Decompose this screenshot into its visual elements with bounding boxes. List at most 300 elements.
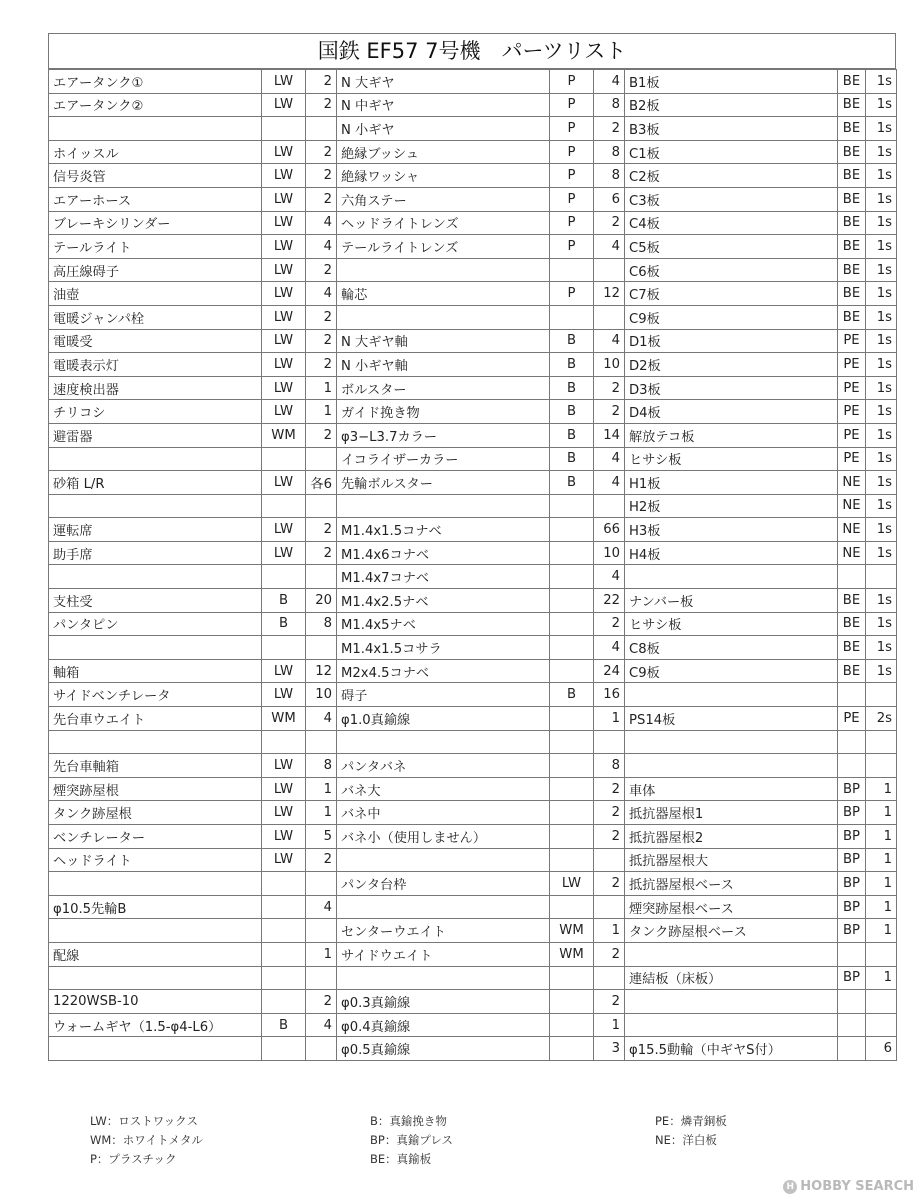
- table-row: [49, 93, 897, 117]
- table-row: [49, 895, 897, 919]
- part-name: タンク跡屋根ベース: [625, 919, 838, 943]
- part-material: [838, 730, 866, 754]
- part-material: [550, 659, 594, 683]
- part-material: BP: [838, 825, 866, 849]
- part-qty: 2: [594, 400, 625, 424]
- part-material: LW: [262, 659, 306, 683]
- part-qty: 1s: [866, 589, 897, 613]
- part-qty: [866, 565, 897, 589]
- part-qty: 1s: [866, 518, 897, 542]
- part-material: B: [550, 447, 594, 471]
- part-qty: 2: [594, 376, 625, 400]
- part-material: [550, 612, 594, 636]
- part-name: 1220WSB-10: [49, 990, 262, 1014]
- part-name: [49, 919, 262, 943]
- part-name: バネ小（使用しません）: [337, 825, 550, 849]
- part-qty: 1: [866, 801, 897, 825]
- part-qty: 1s: [866, 423, 897, 447]
- table-row: [49, 282, 897, 306]
- part-name: C4板: [625, 211, 838, 235]
- part-qty: 1s: [866, 400, 897, 424]
- part-qty: 66: [594, 518, 625, 542]
- part-qty: [594, 730, 625, 754]
- part-qty: [866, 942, 897, 966]
- table-row: [49, 140, 897, 164]
- part-name: バネ大: [337, 777, 550, 801]
- part-qty: [306, 636, 337, 660]
- part-name: チリコシ: [49, 400, 262, 424]
- part-name: ホイッスル: [49, 140, 262, 164]
- part-name: [625, 730, 838, 754]
- table-row: [49, 659, 897, 683]
- part-name: C1板: [625, 140, 838, 164]
- part-qty: [306, 117, 337, 141]
- part-name: ボルスター: [337, 376, 550, 400]
- part-material: P: [550, 211, 594, 235]
- part-qty: 22: [594, 589, 625, 613]
- part-name: サイドウエイト: [337, 942, 550, 966]
- part-material: BE: [838, 589, 866, 613]
- part-qty: 1: [866, 872, 897, 896]
- part-name: 先台車ウエイト: [49, 707, 262, 731]
- part-qty: 2: [594, 801, 625, 825]
- part-material: BE: [838, 636, 866, 660]
- part-qty: 1: [866, 895, 897, 919]
- part-name: M1.4x2.5ナベ: [337, 589, 550, 613]
- part-material: [262, 895, 306, 919]
- table-row: [49, 683, 897, 707]
- part-material: LW: [262, 754, 306, 778]
- part-material: WM: [262, 423, 306, 447]
- part-material: PE: [838, 423, 866, 447]
- part-material: B: [550, 376, 594, 400]
- table-row: [49, 966, 897, 990]
- part-name: N 大ギヤ軸: [337, 329, 550, 353]
- part-qty: 2: [306, 187, 337, 211]
- part-qty: 1: [594, 919, 625, 943]
- table-row: [49, 1013, 897, 1037]
- part-name: C9板: [625, 659, 838, 683]
- hobby-search-logo-icon: H: [783, 1180, 797, 1194]
- part-name: [337, 258, 550, 282]
- part-name: ヘッドライトレンズ: [337, 211, 550, 235]
- part-qty: 4: [594, 70, 625, 94]
- part-name: 車体: [625, 777, 838, 801]
- part-name: ブレーキシリンダー: [49, 211, 262, 235]
- part-qty: 2: [306, 140, 337, 164]
- part-material: PE: [838, 707, 866, 731]
- part-name: [625, 990, 838, 1014]
- part-name: 抵抗器屋根2: [625, 825, 838, 849]
- part-qty: 8: [594, 754, 625, 778]
- table-row: [49, 942, 897, 966]
- part-qty: 2: [306, 305, 337, 329]
- part-qty: 2: [306, 990, 337, 1014]
- part-name: [337, 848, 550, 872]
- part-qty: 2: [594, 825, 625, 849]
- part-name: イコライザーカラー: [337, 447, 550, 471]
- part-qty: 1s: [866, 329, 897, 353]
- part-name: B1板: [625, 70, 838, 94]
- part-material: LW: [262, 187, 306, 211]
- part-name: B2板: [625, 93, 838, 117]
- part-material: P: [550, 93, 594, 117]
- part-material: P: [550, 187, 594, 211]
- part-name: [337, 730, 550, 754]
- part-qty: [866, 754, 897, 778]
- part-material: LW: [262, 801, 306, 825]
- part-qty: 4: [306, 707, 337, 731]
- part-name: 絶縁ワッシャ: [337, 164, 550, 188]
- part-qty: 1s: [866, 70, 897, 94]
- part-material: [262, 872, 306, 896]
- part-name: C8板: [625, 636, 838, 660]
- part-material: LW: [550, 872, 594, 896]
- part-name: M1.4x5ナベ: [337, 612, 550, 636]
- table-row: [49, 211, 897, 235]
- part-material: LW: [262, 683, 306, 707]
- part-material: WM: [550, 919, 594, 943]
- part-qty: 10: [594, 353, 625, 377]
- part-qty: 1s: [866, 164, 897, 188]
- legend-b: B：真鍮挽き物: [370, 1114, 447, 1128]
- part-material: WM: [550, 942, 594, 966]
- part-material: B: [550, 423, 594, 447]
- part-qty: [866, 990, 897, 1014]
- part-qty: 6: [594, 187, 625, 211]
- part-qty: 4: [594, 636, 625, 660]
- part-name: H3板: [625, 518, 838, 542]
- part-material: [262, 636, 306, 660]
- part-qty: 2: [306, 353, 337, 377]
- part-qty: 2: [306, 848, 337, 872]
- table-row: [49, 494, 897, 518]
- part-name: M1.4x6コナベ: [337, 541, 550, 565]
- table-row: [49, 730, 897, 754]
- part-material: PE: [838, 447, 866, 471]
- part-qty: 12: [594, 282, 625, 306]
- part-material: [262, 565, 306, 589]
- part-material: P: [550, 140, 594, 164]
- part-qty: [306, 919, 337, 943]
- part-qty: 各6: [306, 471, 337, 495]
- part-material: BP: [838, 801, 866, 825]
- part-material: B: [262, 612, 306, 636]
- part-qty: 4: [594, 235, 625, 259]
- part-qty: 1: [594, 1013, 625, 1037]
- part-qty: 1s: [866, 447, 897, 471]
- part-qty: 1s: [866, 471, 897, 495]
- part-material: LW: [262, 305, 306, 329]
- part-material: LW: [262, 211, 306, 235]
- part-name: C6板: [625, 258, 838, 282]
- part-name: C7板: [625, 282, 838, 306]
- part-qty: 1: [866, 919, 897, 943]
- part-material: BE: [838, 70, 866, 94]
- part-name: φ1.0真鍮線: [337, 707, 550, 731]
- part-name: D4板: [625, 400, 838, 424]
- parts-table: [48, 69, 897, 1061]
- part-name: パンタ台枠: [337, 872, 550, 896]
- part-qty: 2: [594, 117, 625, 141]
- part-qty: 4: [306, 211, 337, 235]
- part-qty: 4: [306, 895, 337, 919]
- part-name: 電暖ジャンパ栓: [49, 305, 262, 329]
- part-name: 電暖表示灯: [49, 353, 262, 377]
- table-row: [49, 919, 897, 943]
- part-material: BE: [838, 211, 866, 235]
- part-qty: 2: [306, 93, 337, 117]
- part-name: C2板: [625, 164, 838, 188]
- part-name: ベンチレーター: [49, 825, 262, 849]
- part-material: [838, 1037, 866, 1061]
- part-name: φ0.3真鍮線: [337, 990, 550, 1014]
- part-name: 速度検出器: [49, 376, 262, 400]
- hobby-search-watermark: [783, 1179, 914, 1194]
- part-material: [262, 730, 306, 754]
- part-material: [838, 754, 866, 778]
- part-name: ヘッドライト: [49, 848, 262, 872]
- part-name: 避雷器: [49, 423, 262, 447]
- part-name: 配線: [49, 942, 262, 966]
- part-qty: 2: [306, 518, 337, 542]
- part-name: 六角ステー: [337, 187, 550, 211]
- part-material: [262, 942, 306, 966]
- part-material: BP: [838, 872, 866, 896]
- part-qty: 4: [594, 471, 625, 495]
- part-name: 煙突跡屋根ベース: [625, 895, 838, 919]
- table-row: [49, 612, 897, 636]
- part-material: BP: [838, 848, 866, 872]
- table-row: [49, 1037, 897, 1061]
- legend-bp: BP：真鍮プレス: [370, 1133, 454, 1147]
- part-qty: 2: [594, 942, 625, 966]
- part-material: NE: [838, 518, 866, 542]
- part-name: [49, 117, 262, 141]
- part-name: [337, 895, 550, 919]
- part-material: LW: [262, 825, 306, 849]
- page-title: 国鉄 EF57 7号機 パーツリスト: [48, 33, 896, 69]
- part-qty: 20: [306, 589, 337, 613]
- part-qty: [594, 258, 625, 282]
- part-name: [49, 494, 262, 518]
- part-qty: [594, 494, 625, 518]
- part-name: サイドベンチレータ: [49, 683, 262, 707]
- part-name: [49, 872, 262, 896]
- part-qty: 1s: [866, 636, 897, 660]
- part-material: P: [550, 70, 594, 94]
- table-row: [49, 70, 897, 94]
- table-row: [49, 777, 897, 801]
- part-material: [550, 1037, 594, 1061]
- part-material: B: [550, 400, 594, 424]
- table-row: [49, 400, 897, 424]
- part-qty: 1s: [866, 353, 897, 377]
- part-material: BE: [838, 235, 866, 259]
- part-material: [262, 966, 306, 990]
- part-qty: 1s: [866, 376, 897, 400]
- part-qty: 1s: [866, 659, 897, 683]
- table-row: [49, 825, 897, 849]
- table-row: [49, 754, 897, 778]
- part-name: 煙突跡屋根: [49, 777, 262, 801]
- part-material: [838, 683, 866, 707]
- part-name: バネ中: [337, 801, 550, 825]
- part-qty: [594, 895, 625, 919]
- part-qty: [306, 872, 337, 896]
- table-row: [49, 353, 897, 377]
- table-row: [49, 990, 897, 1014]
- part-qty: 1s: [866, 140, 897, 164]
- part-name: D2板: [625, 353, 838, 377]
- part-name: [625, 1013, 838, 1037]
- part-material: [262, 990, 306, 1014]
- part-material: LW: [262, 353, 306, 377]
- part-qty: 10: [594, 541, 625, 565]
- part-material: P: [550, 282, 594, 306]
- part-material: [838, 942, 866, 966]
- part-qty: 1: [594, 707, 625, 731]
- part-name: [49, 447, 262, 471]
- part-name: 先輪ボルスター: [337, 471, 550, 495]
- part-name: [625, 754, 838, 778]
- part-qty: 1s: [866, 305, 897, 329]
- part-name: 運転席: [49, 518, 262, 542]
- part-qty: 2: [306, 423, 337, 447]
- part-qty: 6: [866, 1037, 897, 1061]
- part-name: [49, 636, 262, 660]
- part-name: [49, 966, 262, 990]
- part-qty: 1: [866, 777, 897, 801]
- part-name: タンク跡屋根: [49, 801, 262, 825]
- part-material: BP: [838, 966, 866, 990]
- part-qty: 1: [306, 801, 337, 825]
- part-name: [625, 942, 838, 966]
- part-qty: [866, 730, 897, 754]
- part-name: D1板: [625, 329, 838, 353]
- part-qty: 1s: [866, 211, 897, 235]
- part-name: N 小ギヤ: [337, 117, 550, 141]
- part-qty: 12: [306, 659, 337, 683]
- part-name: C5板: [625, 235, 838, 259]
- table-row: [49, 565, 897, 589]
- part-name: 絶縁ブッシュ: [337, 140, 550, 164]
- part-qty: 1s: [866, 612, 897, 636]
- part-name: センターウエイト: [337, 919, 550, 943]
- part-material: LW: [262, 93, 306, 117]
- part-qty: 4: [594, 329, 625, 353]
- part-qty: 1s: [866, 541, 897, 565]
- part-material: BP: [838, 777, 866, 801]
- part-qty: 1s: [866, 93, 897, 117]
- part-material: LW: [262, 164, 306, 188]
- part-qty: [306, 966, 337, 990]
- part-qty: 1s: [866, 235, 897, 259]
- table-row: [49, 589, 897, 613]
- part-material: PE: [838, 376, 866, 400]
- part-material: PE: [838, 400, 866, 424]
- table-row: [49, 187, 897, 211]
- part-name: ヒサシ板: [625, 612, 838, 636]
- part-name: ウォームギヤ（1.5-φ4-L6）: [49, 1013, 262, 1037]
- part-qty: 1: [306, 376, 337, 400]
- part-material: P: [550, 235, 594, 259]
- part-qty: 1: [866, 966, 897, 990]
- part-material: [550, 589, 594, 613]
- part-qty: [866, 1013, 897, 1037]
- part-name: M1.4x7コナベ: [337, 565, 550, 589]
- part-name: [337, 966, 550, 990]
- part-qty: 1: [866, 848, 897, 872]
- part-material: LW: [262, 400, 306, 424]
- table-row: [49, 258, 897, 282]
- table-row: [49, 707, 897, 731]
- table-row: [49, 541, 897, 565]
- part-material: LW: [262, 140, 306, 164]
- legend-pe: PE：燐青銅板: [655, 1114, 727, 1128]
- part-name: ナンバー板: [625, 589, 838, 613]
- legend-lw: LW：ロストワックス: [90, 1114, 199, 1128]
- part-material: [550, 305, 594, 329]
- part-qty: 8: [594, 140, 625, 164]
- part-material: [550, 966, 594, 990]
- part-name: φ10.5先輪B: [49, 895, 262, 919]
- part-material: PE: [838, 353, 866, 377]
- part-material: LW: [262, 235, 306, 259]
- part-material: NE: [838, 541, 866, 565]
- part-name: [337, 494, 550, 518]
- part-qty: 1s: [866, 187, 897, 211]
- part-qty: 1s: [866, 117, 897, 141]
- part-qty: 4: [306, 235, 337, 259]
- part-material: [550, 258, 594, 282]
- part-qty: 2: [306, 164, 337, 188]
- parts-list-sheet: [48, 33, 896, 1061]
- part-material: LW: [262, 376, 306, 400]
- table-row: [49, 376, 897, 400]
- part-material: LW: [262, 541, 306, 565]
- table-row: [49, 329, 897, 353]
- part-material: BE: [838, 282, 866, 306]
- part-qty: 10: [306, 683, 337, 707]
- part-qty: 2s: [866, 707, 897, 731]
- part-name: ヒサシ板: [625, 447, 838, 471]
- part-material: [550, 801, 594, 825]
- part-name: ガイド挽き物: [337, 400, 550, 424]
- part-name: C3板: [625, 187, 838, 211]
- part-material: BE: [838, 187, 866, 211]
- part-material: LW: [262, 282, 306, 306]
- part-qty: [594, 848, 625, 872]
- part-material: [838, 990, 866, 1014]
- part-name: エアータンク②: [49, 93, 262, 117]
- part-material: [550, 990, 594, 1014]
- part-material: [550, 848, 594, 872]
- part-material: [550, 777, 594, 801]
- part-material: B: [550, 683, 594, 707]
- part-qty: [594, 305, 625, 329]
- part-name: 抵抗器屋根大: [625, 848, 838, 872]
- part-material: BE: [838, 659, 866, 683]
- legend-be: BE：真鍮板: [370, 1152, 432, 1166]
- part-material: BE: [838, 140, 866, 164]
- table-row: [49, 423, 897, 447]
- part-name: 高圧線碍子: [49, 258, 262, 282]
- part-name: C9板: [625, 305, 838, 329]
- part-name: H2板: [625, 494, 838, 518]
- part-name: M1.4x1.5コナベ: [337, 518, 550, 542]
- part-material: [550, 541, 594, 565]
